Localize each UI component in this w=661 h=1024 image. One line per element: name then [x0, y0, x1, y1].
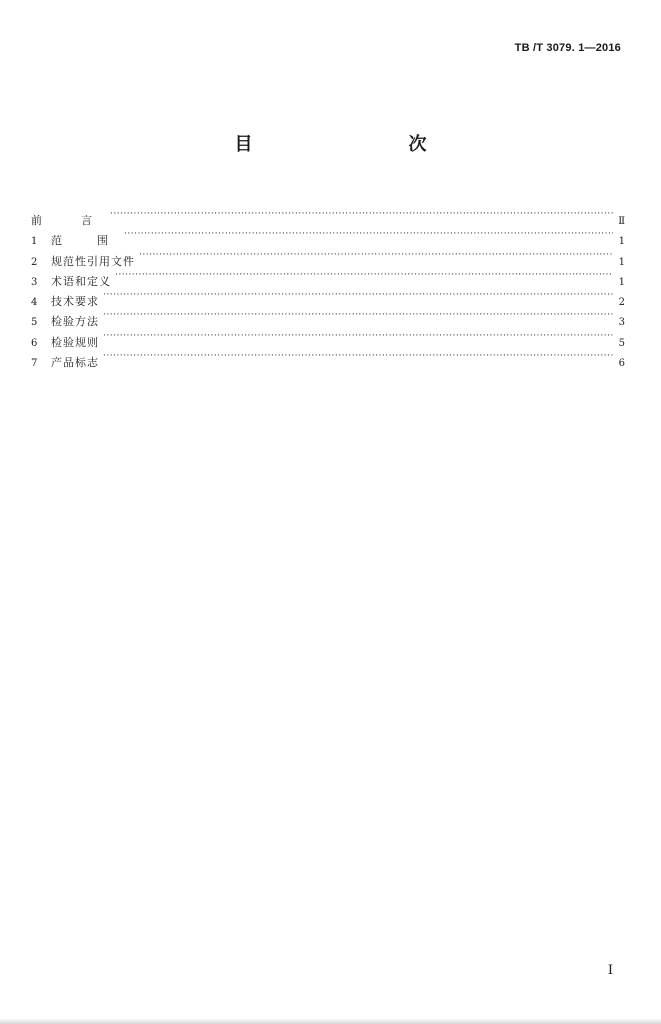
toc-entry-label: 检验规则: [51, 335, 99, 349]
toc-entry-page: Ⅱ: [618, 216, 625, 227]
toc-entry-number: 7: [31, 358, 38, 370]
toc-leader-dots: [110, 204, 613, 224]
scan-edge-shadow: [0, 1018, 661, 1024]
toc-entry-label: 前 言: [31, 214, 106, 227]
toc-entry-technical-requirements[interactable]: [31, 285, 625, 309]
toc-entry-page: 1: [618, 236, 625, 248]
toc-leader-dots: [103, 285, 613, 305]
toc-entry-terms-definitions[interactable]: [31, 265, 625, 288]
toc-entry-normative-references[interactable]: [31, 245, 625, 268]
table-of-contents: [31, 204, 625, 370]
toc-entry-scope[interactable]: [31, 224, 625, 248]
toc-entry-label: 范 围: [51, 234, 120, 248]
toc-entry-number: 1: [31, 236, 38, 248]
toc-entry-number: 5: [31, 317, 38, 329]
toc-title: 目 次: [234, 134, 467, 155]
toc-entry-label: 检验方法: [51, 315, 99, 329]
toc-entry-product-marking[interactable]: [31, 346, 625, 370]
toc-entry-number: 3: [31, 276, 38, 288]
toc-entry-page: 1: [618, 276, 625, 288]
toc-entry-page: 1: [618, 256, 625, 268]
toc-leader-dots: [124, 224, 613, 244]
toc-leader-dots: [103, 305, 613, 325]
toc-entry-test-methods[interactable]: [31, 305, 625, 329]
toc-entry-foreword[interactable]: [31, 204, 625, 227]
toc-leader-dots: [115, 265, 613, 285]
toc-entry-label: 术语和定义: [51, 274, 111, 288]
toc-leader-dots: [139, 245, 613, 265]
toc-entry-label: 技术要求: [51, 295, 99, 309]
toc-entry-number: 6: [31, 337, 38, 349]
page-number: Ⅰ: [607, 963, 613, 978]
toc-entry-label: 规范性引用文件: [51, 254, 135, 268]
toc-entry-page: 6: [618, 358, 625, 370]
toc-entry-inspection-rules[interactable]: [31, 326, 625, 349]
toc-entry-page: 3: [618, 317, 625, 329]
toc-entry-number: 4: [31, 297, 38, 309]
standard-code: TB /T 3079. 1—2016: [514, 42, 621, 54]
toc-leader-dots: [103, 346, 613, 366]
toc-leader-dots: [103, 326, 613, 346]
toc-entry-page: 5: [618, 337, 625, 349]
toc-entry-number: 2: [31, 256, 38, 268]
toc-entry-label: 产品标志: [51, 356, 99, 370]
toc-entry-page: 2: [618, 297, 625, 309]
